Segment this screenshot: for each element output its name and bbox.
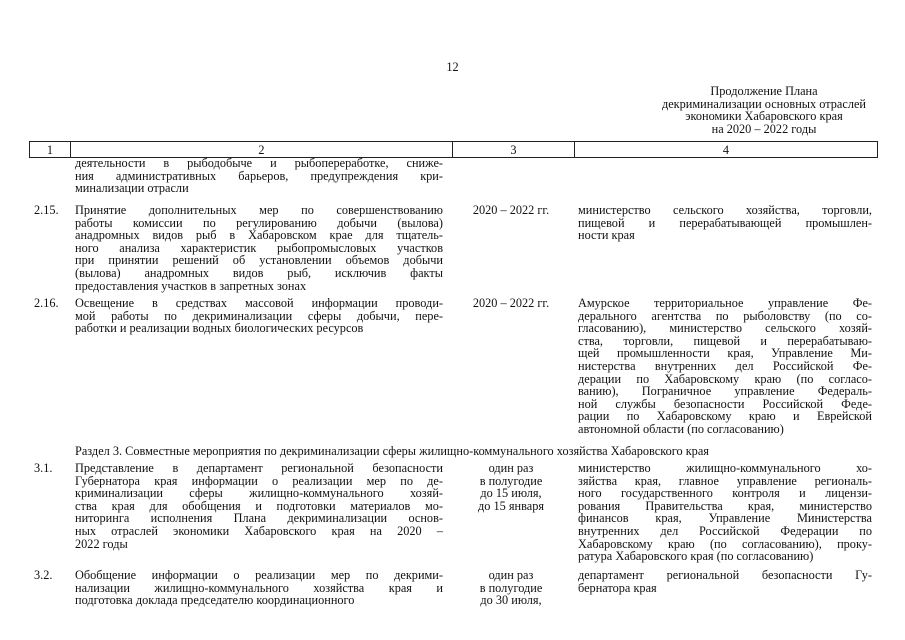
row-description bbox=[75, 569, 443, 607]
continuation-header-line: на 2020 – 2022 годы bbox=[711, 121, 817, 136]
text-line: дерального агентства по рыболовству (по со- bbox=[578, 308, 872, 323]
text-line: министерство сельского хозяйства, торговли, bbox=[578, 203, 872, 217]
text-line: в полугодие bbox=[479, 473, 543, 488]
text-line: ниторинга исполнения Плана декриминализации основ- bbox=[75, 511, 443, 526]
text-line: ности края bbox=[578, 228, 635, 243]
row-description bbox=[75, 204, 443, 292]
text-line: автономной области (по согласованию) bbox=[578, 421, 784, 436]
text-line: один раз bbox=[488, 568, 534, 582]
text-line: ния административных барьеров, предупреждения кри- bbox=[75, 168, 443, 183]
text-line: до 30 июля, bbox=[480, 593, 542, 608]
row-number: 2.16. bbox=[34, 296, 59, 310]
text-line: министерство жилищно-коммунального хо- bbox=[578, 461, 872, 475]
text-line: Губернатора края информации о реализации мер по де- bbox=[75, 473, 443, 488]
text-line: один раз bbox=[488, 461, 534, 475]
text-line: внутренних дел Российской Федерации по bbox=[578, 523, 872, 538]
text-line: до 15 июля, bbox=[480, 486, 542, 501]
text-line: при принятии решений об установлении объемов добычи bbox=[75, 253, 443, 268]
text-line: ратура Хабаровского края (по согласованию) bbox=[578, 549, 814, 564]
row-term bbox=[458, 297, 564, 310]
text-line: зяйства края, главное управление региональ- bbox=[578, 473, 872, 488]
page-number: 12 bbox=[446, 60, 459, 74]
text-line: рации по Хабаровскому краю и Еврейской bbox=[578, 409, 872, 424]
column-header-4: 4 bbox=[575, 142, 878, 158]
text-line: нализации жилищно-коммунального хозяйства края и bbox=[75, 580, 443, 595]
text-line: нистерства внутренних дел Российской Фе- bbox=[578, 358, 872, 373]
text-line: подготовка доклада председателю координационного bbox=[75, 593, 355, 608]
text-line: в полугодие bbox=[479, 580, 543, 595]
row-number: 2.15. bbox=[34, 203, 59, 217]
text-line: до 15 января bbox=[478, 498, 544, 513]
row-term bbox=[458, 462, 564, 512]
text-line: Принятие дополнительных мер по совершенствованию bbox=[75, 203, 443, 217]
text-line: 2020 – 2022 гг. bbox=[472, 203, 550, 217]
carryover-description bbox=[75, 157, 443, 195]
text-line: ного государственного контроля и лицензи- bbox=[578, 486, 872, 501]
text-line: минализации отрасли bbox=[75, 181, 189, 196]
row-term bbox=[458, 569, 564, 607]
row-description bbox=[75, 462, 443, 550]
text-line: работы комиссии по регулированию добычи (вылова) bbox=[75, 215, 443, 230]
text-line: мой работы по декриминализации сферы добычи, пере- bbox=[75, 308, 443, 323]
text-line: 2020 – 2022 гг. bbox=[472, 296, 550, 310]
text-line: криминализации сферы жилищно-коммунального хозяй- bbox=[75, 486, 443, 501]
continuation-header bbox=[646, 85, 882, 135]
text-line: щей промышленности края, Управление Ми- bbox=[578, 346, 872, 361]
text-line: работки и реализации водных биологических ресурсов bbox=[75, 321, 364, 336]
continuation-header-line: Продолжение Плана bbox=[710, 84, 818, 98]
continuation-header-line: экономики Хабаровского края bbox=[685, 109, 843, 124]
text-line: ванию), Пограничное управление Федераль- bbox=[578, 384, 872, 399]
text-line: дерации по Хабаровскому краю (по согласо- bbox=[578, 371, 872, 386]
text-line: Хабаровскому краю (по согласованию), проку- bbox=[578, 536, 872, 551]
text-line: предоставления участков в запретных зонах bbox=[75, 278, 307, 293]
text-line: (вылова) анадромных видов рыб, исключив факты bbox=[75, 265, 443, 280]
text-line: Представление в департамент региональной безопасности bbox=[75, 461, 443, 475]
row-term bbox=[458, 204, 564, 217]
text-line: Амурское территориальное управление Фе- bbox=[578, 296, 872, 310]
continuation-header-line: декриминализации основных отраслей bbox=[661, 96, 867, 111]
text-line: Обобщение информации о реализации мер по декрими- bbox=[75, 568, 443, 582]
row-responsible bbox=[578, 297, 872, 436]
text-line: ной службы безопасности Российской Феде- bbox=[578, 396, 872, 411]
row-description bbox=[75, 297, 443, 335]
text-line: бернатора края bbox=[578, 580, 657, 595]
text-line: пищевой и перерабатывающей промышлен- bbox=[578, 215, 872, 230]
section-title: Раздел 3. Совместные мероприятия по декриминализации сферы жилищно-коммунального хозяйства Хабаровского края bbox=[75, 444, 709, 458]
text-line: ных отраслей экономики Хабаровского края на 2020 – bbox=[75, 523, 443, 538]
row-number: 3.1. bbox=[34, 461, 53, 475]
row-number: 3.2. bbox=[34, 568, 53, 582]
text-line: ного анализа характеристик рыбопромысловых участков bbox=[75, 240, 443, 255]
row-responsible bbox=[578, 204, 872, 242]
text-line: гласованию), министерство сельского хозяй- bbox=[578, 321, 872, 336]
column-header-3: 3 bbox=[453, 142, 575, 158]
text-line: рования Правительства края, министерство bbox=[578, 498, 872, 513]
text-line: ства, торговли, пищевой и перерабатываю- bbox=[578, 333, 872, 348]
text-line: финансов края, Управление Министерства bbox=[578, 511, 872, 526]
text-line: департамент региональной безопасности Гу- bbox=[578, 568, 872, 582]
text-line: ства края для обобщения и подготовки материалов мо- bbox=[75, 498, 443, 513]
text-line: деятельности в рыбодобыче и рыбопереработке, сниже- bbox=[75, 156, 443, 170]
text-line: анадромных видов рыб в Хабаровском крае для тщатель- bbox=[75, 228, 443, 243]
text-line: Освещение в средствах массовой информации проводи- bbox=[75, 296, 443, 310]
column-header-2: 2 bbox=[71, 142, 453, 158]
text-line: 2022 годы bbox=[75, 536, 128, 551]
row-responsible bbox=[578, 462, 872, 563]
row-responsible bbox=[578, 569, 872, 594]
column-header-1: 1 bbox=[30, 142, 71, 158]
